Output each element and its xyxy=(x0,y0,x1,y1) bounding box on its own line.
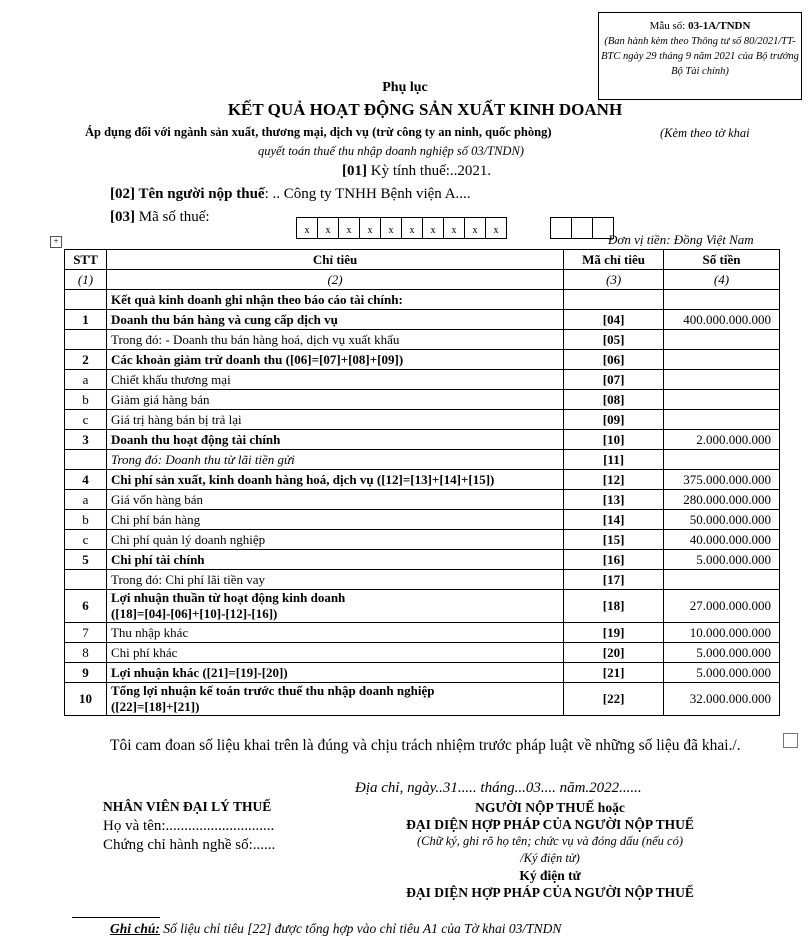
form-issuance-note: (Ban hành kèm theo Thông tư số 80/2021/TT-BTC ngày 29 tháng 9 năm 2021 của Bộ trưởng Bộ Tài chính) xyxy=(601,36,799,77)
table-row xyxy=(65,310,780,330)
row-indicator-text: Trong đó: Doanh thu từ lãi tiền gửi xyxy=(110,451,295,467)
row-indicator-text: Giá vốn hàng bán xyxy=(110,491,204,507)
row-indicator-text: Giá trị hàng bán bị trả lại xyxy=(110,411,242,427)
row-stt: 6 xyxy=(65,590,107,623)
tax-id-text: Mã số thuế: xyxy=(135,209,210,225)
header-stt: STT xyxy=(65,250,107,270)
declaration-text: Tôi cam đoan số liệu khai trên là đúng và chịu trách nhiệm trước pháp luật về những số liệu đã khai./. xyxy=(110,737,741,754)
row-code: [17] xyxy=(564,570,664,590)
row-indicator xyxy=(106,390,563,410)
row-amount: 10.000.000.000 xyxy=(664,623,780,643)
row-stt: c xyxy=(65,530,107,550)
footnote-label: Ghi chú: xyxy=(110,921,160,936)
table-move-handle-icon[interactable]: + xyxy=(50,236,62,248)
row-indicator xyxy=(106,290,563,310)
footnote xyxy=(110,921,561,937)
row-indicator xyxy=(106,623,563,643)
row-indicator xyxy=(106,590,563,623)
table-row xyxy=(65,350,780,370)
row-stt: 2 xyxy=(65,350,107,370)
signer-line-3: (Chữ ký, ghi rõ họ tên; chức vụ và đóng dấu (nếu có) xyxy=(417,834,683,848)
row-indicator xyxy=(106,510,563,530)
footnote-divider xyxy=(72,917,160,918)
row-amount xyxy=(664,290,780,310)
row-indicator xyxy=(106,310,563,330)
row-amount: 40.000.000.000 xyxy=(664,530,780,550)
tax-period-code: [01] xyxy=(342,163,367,179)
agent-title: NHÂN VIÊN ĐẠI LÝ THUẾ xyxy=(103,799,272,814)
row-indicator-text: Giảm giá hàng bán xyxy=(110,391,210,407)
row-stt: b xyxy=(65,390,107,410)
row-amount xyxy=(664,390,780,410)
subheader-1: (1) xyxy=(65,270,107,290)
agent-name: Họ và tên:............................. xyxy=(103,818,275,834)
table-header-row xyxy=(65,250,780,270)
row-code: [06] xyxy=(564,350,664,370)
row-stt: a xyxy=(65,370,107,390)
tax-id-extra-boxes xyxy=(550,217,613,244)
table-row xyxy=(65,470,780,490)
row-amount xyxy=(664,350,780,370)
tax-id-digit: x xyxy=(464,217,486,239)
table-row xyxy=(65,390,780,410)
date-line: Địa chỉ, ngày..31..... tháng...03.... năm.2022...... xyxy=(355,780,642,796)
row-amount: 375.000.000.000 xyxy=(664,470,780,490)
tax-id-digit: x xyxy=(443,217,465,239)
row-code: [16] xyxy=(564,550,664,570)
table-row xyxy=(65,663,780,683)
row-indicator xyxy=(106,450,563,470)
tax-id-digit: x xyxy=(296,217,318,239)
row-indicator-text: Lợi nhuận khác ([21]=[19]-[20]) xyxy=(110,664,288,680)
row-stt: 9 xyxy=(65,663,107,683)
table-row xyxy=(65,330,780,350)
results-table xyxy=(64,249,780,716)
row-code: [12] xyxy=(564,470,664,490)
table-row xyxy=(65,643,780,663)
row-stt: 4 xyxy=(65,470,107,490)
row-amount: 5.000.000.000 xyxy=(664,550,780,570)
row-indicator-text: Các khoản giảm trừ doanh thu ([06]=[07]+[08]+[09]) xyxy=(110,351,404,367)
row-stt xyxy=(65,570,107,590)
row-code: [11] xyxy=(564,450,664,470)
signer-block xyxy=(370,799,730,901)
row-stt: b xyxy=(65,510,107,530)
tax-id-digit: x xyxy=(485,217,507,239)
table-row xyxy=(65,530,780,550)
row-formula-text: ([22]=[18]+[21]) xyxy=(110,699,200,714)
signer-line-4: /Ký điện tử) xyxy=(520,851,580,865)
row-stt: a xyxy=(65,490,107,510)
tax-id-digit: x xyxy=(380,217,402,239)
row-amount xyxy=(664,410,780,430)
row-amount xyxy=(664,570,780,590)
row-indicator xyxy=(106,350,563,370)
row-indicator-text: Chiết khấu thương mại xyxy=(110,371,231,387)
signer-line-2: ĐẠI DIỆN HỢP PHÁP CỦA NGƯỜI NỘP THUẾ xyxy=(406,817,694,832)
tax-id-extra-digit xyxy=(550,217,572,239)
table-row xyxy=(65,623,780,643)
row-code: [04] xyxy=(564,310,664,330)
form-code-prefix: Mẫu số: xyxy=(649,20,689,32)
subheader-2: (2) xyxy=(106,270,563,290)
row-indicator xyxy=(106,663,563,683)
row-code: [05] xyxy=(564,330,664,350)
row-code: [19] xyxy=(564,623,664,643)
document-subtitle: Áp dụng đối với ngành sản xuất, thương mại, dịch vụ (trừ công ty an ninh, quốc phòng) xyxy=(85,125,552,139)
row-amount: 280.000.000.000 xyxy=(664,490,780,510)
attach-note-2: quyết toán thuế thu nhập doanh nghiệp số 03/TNDN) xyxy=(258,144,524,158)
row-stt: 7 xyxy=(65,623,107,643)
row-code: [14] xyxy=(564,510,664,530)
row-indicator-text: Chi phí bán hàng xyxy=(110,511,201,527)
tax-period xyxy=(342,163,491,180)
row-stt xyxy=(65,450,107,470)
subheader-4: (4) xyxy=(664,270,780,290)
row-code: [13] xyxy=(564,490,664,510)
table-row xyxy=(65,683,780,716)
row-indicator-text: Chi phí tài chính xyxy=(110,551,205,567)
signer-line-5: Ký điện tử xyxy=(519,868,581,883)
agent-certificate: Chứng chỉ hành nghề số:...... xyxy=(103,837,276,853)
tax-id-digit: x xyxy=(338,217,360,239)
row-code: [07] xyxy=(564,370,664,390)
row-amount: 400.000.000.000 xyxy=(664,310,780,330)
tax-id-label xyxy=(110,209,210,226)
row-stt xyxy=(65,290,107,310)
taxpayer-name xyxy=(110,186,471,203)
row-code: [21] xyxy=(564,663,664,683)
row-amount: 32.000.000.000 xyxy=(664,683,780,716)
row-indicator xyxy=(106,430,563,450)
row-stt xyxy=(65,330,107,350)
row-indicator xyxy=(106,370,563,390)
row-indicator-text: Thu nhập khác xyxy=(110,624,189,640)
row-stt: 3 xyxy=(65,430,107,450)
footnote-text: Số liệu chỉ tiêu [22] được tổng hợp vào chỉ tiêu A1 của Tờ khai 03/TNDN xyxy=(159,921,562,936)
document-title: KẾT QUẢ HOẠT ĐỘNG SẢN XUẤT KINH DOANH xyxy=(227,100,623,119)
row-code: [08] xyxy=(564,390,664,410)
row-code: [20] xyxy=(564,643,664,663)
table-row xyxy=(65,590,780,623)
row-code: [18] xyxy=(564,590,664,623)
row-code xyxy=(564,290,664,310)
row-code: [15] xyxy=(564,530,664,550)
form-code: 03-1A/TNDN xyxy=(688,20,751,32)
row-indicator xyxy=(106,570,563,590)
row-indicator xyxy=(106,330,563,350)
tax-id-extra-digit xyxy=(571,217,593,239)
row-indicator xyxy=(106,643,563,663)
tax-id-digit: x xyxy=(401,217,423,239)
signer-line-1: NGƯỜI NỘP THUẾ hoặc xyxy=(475,800,625,815)
row-indicator xyxy=(106,683,563,716)
tax-id-boxes xyxy=(296,217,506,239)
row-stt: 5 xyxy=(65,550,107,570)
row-amount: 27.000.000.000 xyxy=(664,590,780,623)
signer-line-6: ĐẠI DIỆN HỢP PHÁP CỦA NGƯỜI NỘP THUẾ xyxy=(406,885,694,900)
row-code: [09] xyxy=(564,410,664,430)
row-indicator xyxy=(106,530,563,550)
attach-note-1: (Kèm theo tờ khai xyxy=(660,126,750,140)
taxpayer-name-label: [02] Tên người nộp thuế xyxy=(110,186,265,202)
row-indicator-text: Trong đó: - Doanh thu bán hàng hoá, dịch vụ xuất khẩu xyxy=(110,331,400,347)
table-row xyxy=(65,550,780,570)
row-amount xyxy=(664,450,780,470)
tax-id-digit: x xyxy=(317,217,339,239)
row-indicator-text: Doanh thu bán hàng và cung cấp dịch vụ xyxy=(110,311,338,327)
row-indicator-text: Trong đó: Chi phí lãi tiền vay xyxy=(110,571,266,587)
row-stt: c xyxy=(65,410,107,430)
row-indicator xyxy=(106,550,563,570)
row-amount: 5.000.000.000 xyxy=(664,643,780,663)
tax-id-digit: x xyxy=(422,217,444,239)
row-indicator-text: Chi phí sản xuất, kinh doanh hàng hoá, dịch vụ ([12]=[13]+[14]+[15]) xyxy=(110,471,495,487)
table-row xyxy=(65,430,780,450)
table-row xyxy=(65,410,780,430)
appendix-label: Phụ lục xyxy=(382,80,428,95)
table-row xyxy=(65,570,780,590)
row-amount xyxy=(664,330,780,350)
currency-unit: Đơn vị tiền: Đồng Việt Nam xyxy=(608,232,754,247)
taxpayer-name-value: : .. Công ty TNHH Bệnh viện A.... xyxy=(264,186,471,202)
subheader-3: (3) xyxy=(564,270,664,290)
row-code: [22] xyxy=(564,683,664,716)
row-indicator-text: Chi phí khác xyxy=(110,644,178,660)
row-indicator-text: Lợi nhuận thuần từ hoạt động kinh doanh xyxy=(110,590,346,605)
row-indicator-text: Kết quả kinh doanh ghi nhận theo báo cáo tài chính: xyxy=(110,291,403,307)
row-amount: 5.000.000.000 xyxy=(664,663,780,683)
table-row xyxy=(65,510,780,530)
row-indicator xyxy=(106,490,563,510)
row-formula-text: ([18]=[04]-[06]+[10]-[12]-[16]) xyxy=(110,606,278,621)
table-row xyxy=(65,450,780,470)
row-stt: 1 xyxy=(65,310,107,330)
tax-id-code: [03] xyxy=(110,209,135,225)
row-stt: 10 xyxy=(65,683,107,716)
header-indicator: Chỉ tiêu xyxy=(106,250,563,270)
table-subheader-row xyxy=(65,270,780,290)
row-indicator-text: Doanh thu hoạt động tài chính xyxy=(110,431,281,447)
table-row xyxy=(65,290,780,310)
row-stt: 8 xyxy=(65,643,107,663)
row-indicator-text: Chi phí quản lý doanh nghiệp xyxy=(110,531,266,547)
row-amount: 2.000.000.000 xyxy=(664,430,780,450)
row-amount: 50.000.000.000 xyxy=(664,510,780,530)
row-indicator-text: Tổng lợi nhuận kế toán trước thuế thu nhập doanh nghiệp xyxy=(110,683,435,698)
table-row xyxy=(65,370,780,390)
tax-id-digit: x xyxy=(359,217,381,239)
header-code: Mã chỉ tiêu xyxy=(564,250,664,270)
row-indicator xyxy=(106,410,563,430)
header-amount: Số tiền xyxy=(664,250,780,270)
tax-period-value: Kỳ tính thuế:..2021. xyxy=(367,163,492,179)
row-amount xyxy=(664,370,780,390)
form-code-box xyxy=(598,12,802,100)
table-row xyxy=(65,490,780,510)
checkbox[interactable] xyxy=(783,733,798,748)
row-indicator xyxy=(106,470,563,490)
row-code: [10] xyxy=(564,430,664,450)
